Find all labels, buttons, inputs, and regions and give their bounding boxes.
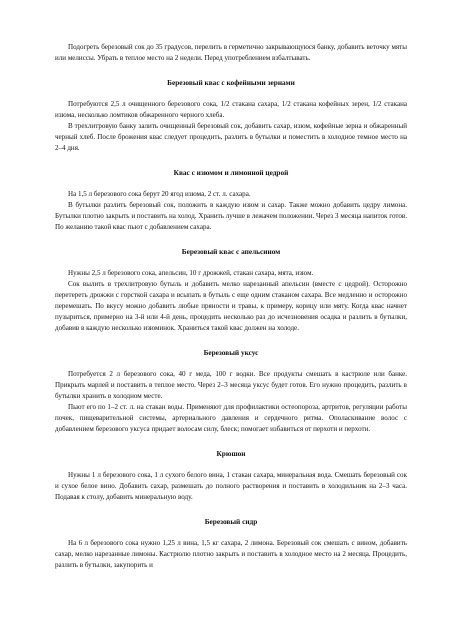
section-paragraph: Нужны 1 л березового сока, 1 л сухого белого вина, 1 стакан сахара, минеральная вода. Смешать березовый сок и сухое белое вино. Добавить сахар, размешать до полного растворения и поставить в холодильник на 2–3 часа. Подавая к столу, добавить минеральную воду. [55,471,407,501]
section-paragraph: На 6 л березового сока нужно 1,25 л вина, 1,5 кг сахара, 2 лимона. Березовый сок смешать с вином, добавить сахар, мелко нарезанные лимоны. Кастрюлю плотно закрыть и поставить в холодное место на 2 месяца. Процедить, разлить в бутылки, закупорить и [55,539,407,569]
section-title: Березовый квас с кофейными зернами [167,78,295,87]
section-title: Крюшон [216,449,246,458]
section-paragraph: Сок вылить в трехлитровую бутыль и добавить мелко нарезанный апельсин (вместе с цедрой). Осторожно перетереть дрожжи с горсткой сахара и всыпать в бутыль с еще одним стаканом сахара. Все медленно и осторожно перемешать. По вкусу можно добавить любые пряности и травы, к примеру, корицу или мяту. Когда квас начнет пузыриться, примерно на 3-й или 4-й день, процедить несколько раз до исчезновения осадка и разлить в бутылки, добавив в каждую несколько изюминок. Храниться такой квас должен на холоде. [55,280,407,332]
section-paragraph: На 1,5 л березового сока берут 20 ягод изюма, 2 ст. л. сахара. [68,190,251,198]
section-paragraph: В трехлитровую банку залить очищенный березовый сок, добавить сахар, изюм, кофейные зерна и обжаренный черный хлеб. После брожения квас следует процедить, разлить в бутылки и поместить в холодное темное место на 2–4 дня. [55,122,407,152]
section-paragraph: В бутылки разлить березовый сок, положить в каждую изюм и сахар. Также можно добавить цедру лимона. Бутылки плотно закрыть и поставить на холод. Хранить лучше в лежачем положении. Через 3 месяца напиток готов. По желанию такой квас пьют с добавлением сахара. [55,201,407,231]
section-paragraph: Нужны 2,5 л березового сока, апельсин, 10 г дрожжей, стакан сахара, мята, изюм. [68,269,314,277]
section-title: Березовый сидр [204,517,258,526]
section-paragraph: Пьют его по 1–2 ст. л. на стакан воды. Применяют для профилактики остеопороза, артритов, регуляции работы почек, пищеварительной системы, артериального давления и сердечного ритма. Ополаскивание волос с добавлением березового уксуса придает волосам силу, блеск; помогает избавиться от перхоти и перхоти. [55,403,407,433]
section-paragraph: Потребуются 2,5 л очищенного березового сока, 1/2 стакана сахара, 1/2 стакана кофейных зерен, 1/2 стакана изюма, несколько ломтиков обжаренного черного хлеба. [55,100,407,119]
section-title: Квас с изюмом и лимонной цедрой [173,168,289,177]
intro-paragraph: Подогреть березовый сок до 35 градусов, перелить в герметично закрывающуюся банку, добавить веточку мяты или мелиссы. Убрать в теплое место на 2 недели. Перед употреблением взбалтывать. [55,43,407,62]
section-paragraph: Потребуется 2 л березового сока, 40 г меда, 100 г водки. Все продукты смешать в кастрюле или банке. Прикрыть марлей и поставить в теплое место. Через 2–3 месяца уксус будет готов. Его нужно процедить, разлить в бутылки хранить в холодном месте. [55,370,407,400]
section-title: Березовый квас с апельсином [181,247,281,256]
section-title: Березовый уксус [203,348,259,357]
